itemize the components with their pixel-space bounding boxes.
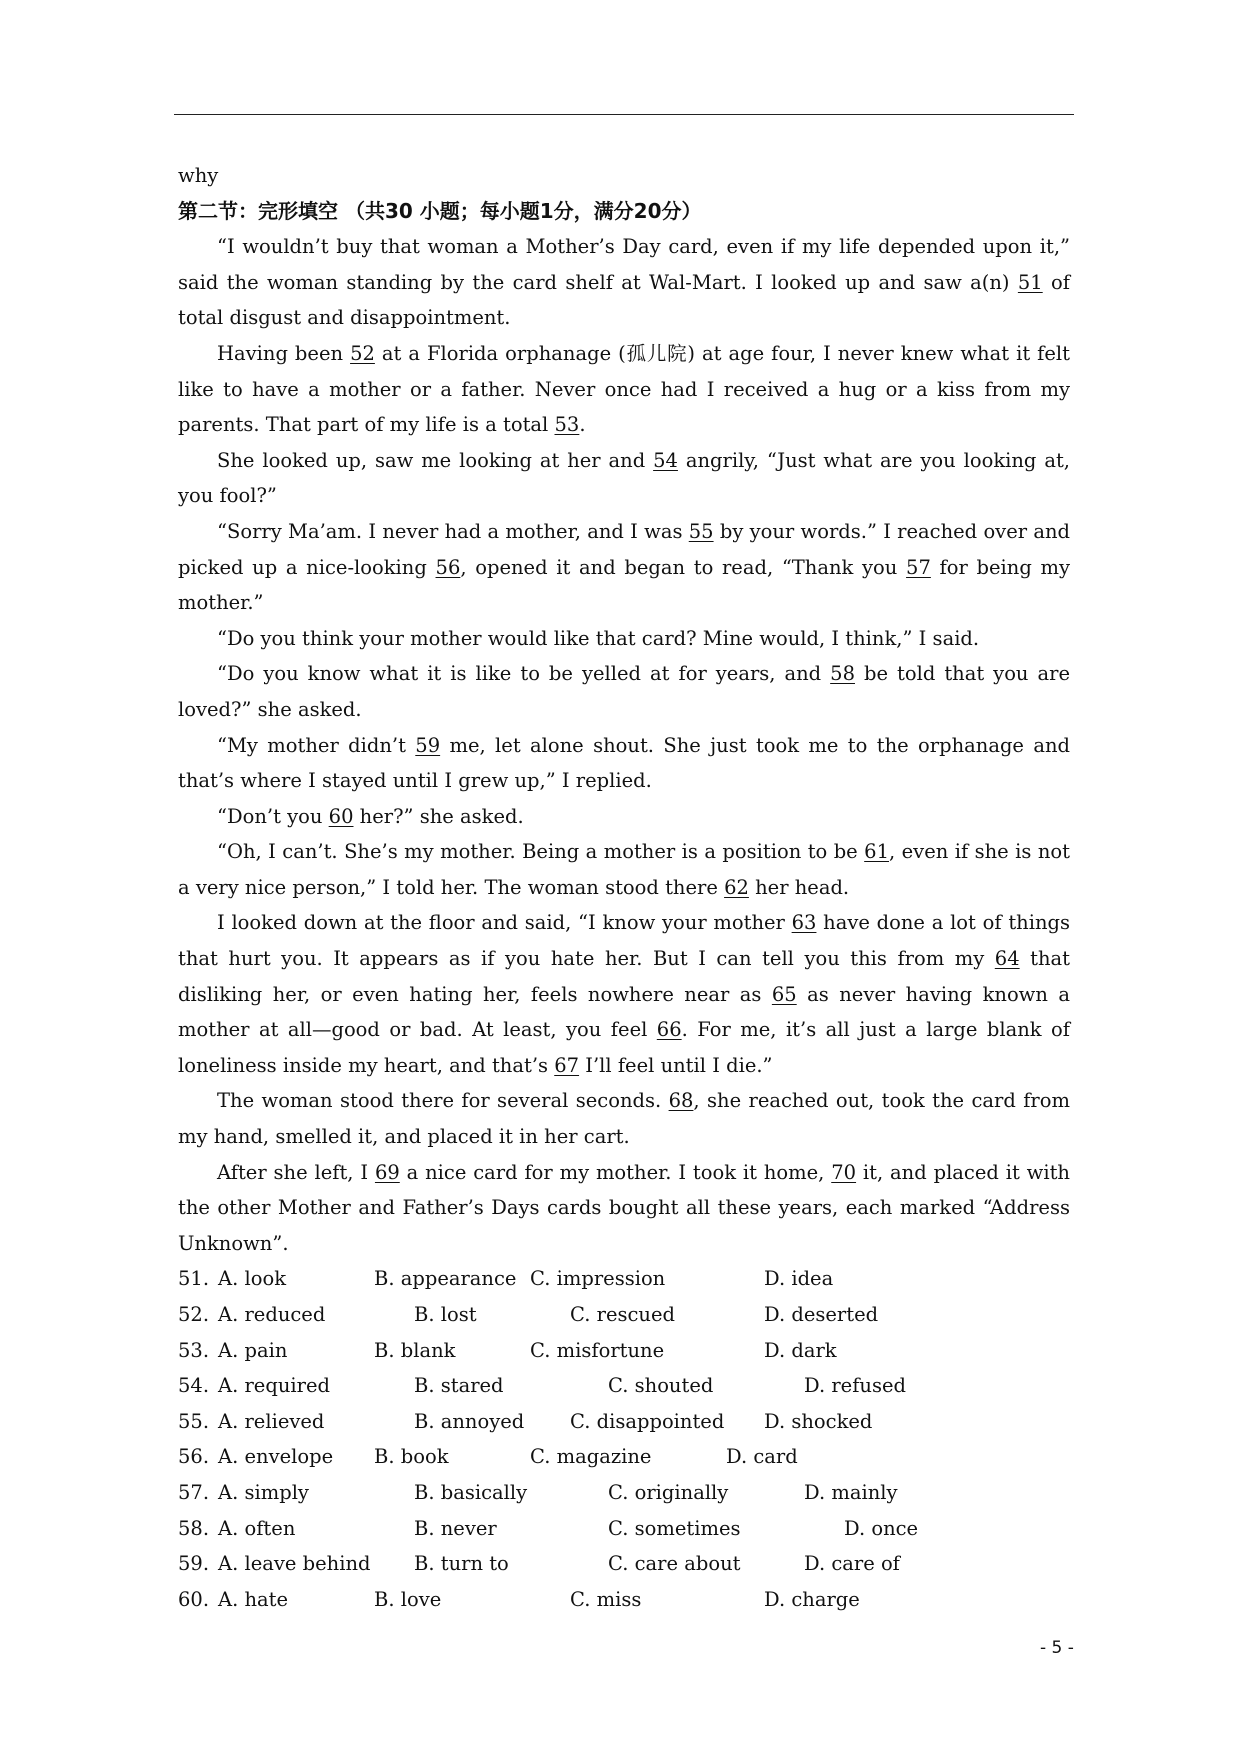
blank-number: 62 [724,875,749,899]
passage-text: . [579,413,586,437]
option-a: A. required [218,1374,330,1398]
option-b: B. love [374,1587,442,1611]
option-b: B. stared [414,1374,504,1398]
option-d: D. dark [764,1338,837,1362]
blank-number: 51 [1017,270,1043,294]
passage-paragraph [178,656,1070,727]
question-options [178,1261,1070,1617]
passage-text: The woman stood there for several seconds. [217,1089,669,1113]
passage [178,229,1070,1261]
passage-text: I’ll feel until I die.” [579,1053,773,1077]
option-d: D. card [726,1445,798,1469]
passage-text: have done a lot of things that hurt you. It appears as if you hate her. But I can tell you this from my [178,911,1070,971]
question-number: 60. [178,1587,210,1611]
question-number: 56. [178,1445,210,1469]
passage-text: “Do you think your mother would like that card? Mine would, I think,” I said. [217,626,980,650]
option-a: A. relieved [218,1409,325,1433]
blank-number: 52 [350,341,375,365]
question-row [178,1439,1070,1475]
blank-number: 60 [328,804,354,828]
option-c: C. magazine [530,1445,652,1469]
option-c: C. miss [570,1587,642,1611]
option-c: C. originally [608,1480,729,1504]
blank-number: 59 [415,733,441,757]
blank-number: 67 [554,1053,580,1077]
question-row [178,1582,1070,1618]
blank-number: 70 [831,1160,857,1184]
blank-number: 57 [906,555,931,579]
question-number: 53. [178,1338,210,1362]
passage-text: She looked up, saw me looking at her and [217,448,654,472]
passage-paragraph [178,1155,1070,1262]
passage-text: “Don’t you [217,804,329,828]
passage-text: be told that you are loved?” she asked. [178,662,1070,721]
option-a: A. envelope [218,1445,334,1469]
option-b: B. turn to [414,1552,509,1576]
option-d: D. shocked [764,1409,873,1433]
question-number: 58. [178,1516,210,1540]
passage-text: . For me, it’s all just a large blank of loneliness inside my heart, and that’s [178,1018,1070,1077]
option-b: B. appearance [374,1267,517,1291]
passage-paragraph [178,1083,1070,1154]
question-number: 57. [178,1480,210,1504]
option-c: C. impression [530,1267,666,1291]
passage-text: Having been [217,341,351,365]
passage-paragraph [178,834,1070,905]
option-c: C. sometimes [608,1516,741,1540]
option-d: D. charge [764,1587,860,1611]
option-a: A. pain [218,1338,288,1362]
question-row [178,1475,1070,1511]
question-number: 59. [178,1552,210,1576]
blank-number: 54 [653,448,678,472]
passage-text: for being my mother.” [178,555,1070,615]
blank-number: 63 [791,911,817,935]
option-c: C. disappointed [570,1409,725,1433]
question-number: 55. [178,1409,210,1433]
passage-text: , opened it and began to read, “Thank you [460,555,907,579]
passage-text: “Oh, I can’t. She’s my mother. Being a mother is a position to be [217,840,865,864]
option-d: D. mainly [804,1480,898,1504]
passage-text: After she left, I [217,1160,375,1184]
option-b: B. basically [414,1480,528,1504]
blank-number: 66 [656,1018,682,1042]
option-b: B. never [414,1516,497,1540]
passage-text: , she reached out, took the card from my hand, smelled it, and placed it in her cart. [178,1089,1070,1149]
option-c: C. rescued [570,1303,675,1326]
blank-number: 55 [688,519,714,543]
header-rule [174,114,1074,115]
passage-text: “I wouldn’t buy that woman a Mother’s Day card, even if my life depended upon it,” said the woman standing by the card shelf at Wal-Mart. I looked up and saw a(n) [178,235,1070,294]
blank-number: 65 [771,982,797,1006]
option-c: C. misfortune [530,1338,665,1362]
blank-number: 69 [374,1160,400,1184]
option-c: C. care about [608,1552,741,1576]
section-heading: 第二节：完形填空 （共30 小题；每小题1分，满分20分） [178,198,702,223]
passage-paragraph [178,229,1070,336]
passage-paragraph [178,621,1070,657]
question-row [178,1333,1070,1369]
option-d: D. once [844,1516,919,1540]
passage-text: me, let alone shout. She just took me to the orphanage and that’s where I stayed until I grew up,” I replied. [178,733,1070,793]
question-row [178,1297,1070,1333]
blank-number: 61 [864,840,889,864]
option-a: A. simply [218,1480,309,1504]
option-d: D. care of [804,1552,900,1576]
passage-text: by your words.” I reached over and picked up a nice-looking [178,519,1070,579]
passage-text: , even if she is not a very nice person,” I told her. The woman stood there [178,840,1070,899]
option-a: A. leave behind [218,1552,371,1576]
option-c: C. shouted [608,1374,714,1398]
blank-number: 68 [668,1089,694,1113]
option-b: B. book [374,1445,449,1469]
question-row [178,1261,1070,1297]
passage-text: her?” she asked. [353,804,524,828]
question-number: 52. [178,1303,210,1326]
passage-paragraph [178,336,1070,443]
blank-number: 56 [435,555,461,579]
passage-text: it, and placed it with the other Mother and Father’s Days cards bought all these years, each marked “Address Unknown”. [178,1160,1070,1255]
top-word: why [178,164,219,187]
option-b: B. lost [414,1303,477,1326]
question-row [178,1368,1070,1404]
passage-text: a nice card for my mother. I took it home, [399,1160,832,1184]
page-content [178,158,1070,1617]
passage-text: that disliking her, or even hating her, feels nowhere near as [178,947,1070,1006]
option-d: D. idea [764,1267,834,1291]
option-b: B. annoyed [414,1409,525,1433]
question-row [178,1511,1070,1547]
option-b: B. blank [374,1338,456,1362]
blank-number: 58 [830,662,855,686]
option-a: A. look [218,1267,287,1291]
passage-text: “Sorry Ma’am. I never had a mother, and I was [217,519,689,543]
passage-text: “Do you know what it is like to be yelled at for years, and [217,662,831,686]
question-number: 54. [178,1374,210,1398]
question-row [178,1404,1070,1440]
question-row [178,1546,1070,1582]
passage-text: her head. [748,875,850,899]
passage-text: “My mother didn’t [217,733,416,757]
passage-paragraph [178,799,1070,835]
passage-text: at a Florida orphanage (孤儿院) at age four, I never knew what it felt like to have a mother or a father. Never once had I received a hug or a kiss from my parents. That part of my life is a total [178,341,1070,437]
option-a: A. often [218,1516,296,1540]
passage-paragraph [178,728,1070,799]
passage-paragraph [178,443,1070,514]
option-d: D. deserted [764,1303,879,1326]
page-number: - 5 - [1040,1638,1074,1658]
passage-paragraph [178,514,1070,621]
question-number: 51. [178,1267,210,1291]
passage-text: as never having known a mother at all—good or bad. At least, you feel [178,982,1070,1042]
passage-text: I looked down at the floor and said, “I know your mother [217,911,792,935]
passage-text: of total disgust and disappointment. [178,270,1071,330]
option-d: D. refused [804,1374,907,1398]
passage-text: angrily, “Just what are you looking at, you fool?” [178,448,1070,508]
passage-paragraph [178,905,1070,1083]
option-a: A. hate [218,1587,289,1611]
option-a: A. reduced [218,1303,326,1326]
blank-number: 53 [554,413,580,437]
blank-number: 64 [994,947,1020,971]
